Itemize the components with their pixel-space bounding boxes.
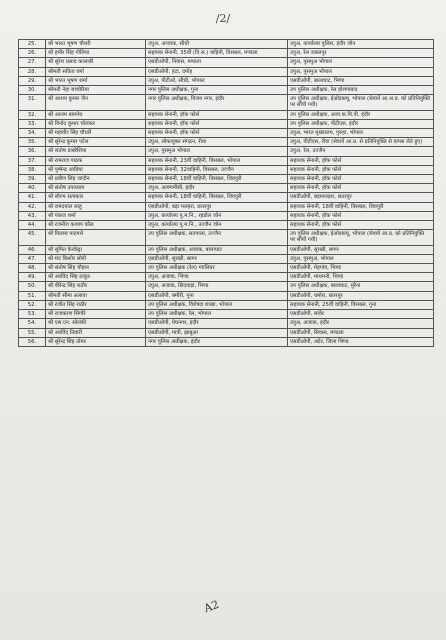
from-post-cell: उपुअ, अजाक, भिण्ड — [146, 273, 288, 282]
serial-cell: 49. — [19, 273, 46, 282]
name-cell: श्री विलास पाटमारे — [46, 230, 146, 245]
name-cell: श्री आलम बामनेथ — [46, 110, 146, 119]
from-post-cell: नगर पुलिस अधीक्षक, इंदौर — [146, 337, 288, 346]
name-cell: श्री अरविंद तिवारी — [46, 328, 146, 337]
serial-cell: 40. — [19, 184, 46, 193]
serial-cell: 29. — [19, 76, 46, 85]
table-row — [19, 202, 434, 211]
table-row — [19, 193, 434, 202]
table-row — [19, 291, 434, 300]
serial-cell: 48. — [19, 264, 46, 273]
table-row — [19, 165, 434, 174]
from-post-cell: उपुअ, आजाक, सीधी — [146, 40, 288, 49]
to-post-cell: उपुअ, पुसमुअ भोपाल — [288, 58, 434, 67]
from-post-cell: उप पुलिस अधीक्षक, रेल, भोपाल — [146, 310, 288, 319]
to-post-cell: उपुअ, पुसमुअ भोपाल — [288, 67, 434, 76]
to-post-cell: सहायक सेनानी, हॉक फोर्स — [288, 221, 434, 230]
name-cell: श्री सुमित केरकेट्टा — [46, 245, 146, 254]
serial-cell: 43. — [19, 211, 46, 220]
name-cell: श्री एस.एन. सोलंकी — [46, 319, 146, 328]
name-cell: श्री सुरेन्द्र सिंह तोमर — [46, 337, 146, 346]
serial-cell: 46. — [19, 245, 46, 254]
table-row — [19, 129, 434, 138]
table-row — [19, 264, 434, 273]
table-row — [19, 221, 434, 230]
serial-cell: 54. — [19, 319, 46, 328]
to-post-cell: उपुअ, रेल, उज्जैन — [288, 147, 434, 156]
to-post-cell: उपुअ, पुसमुअ, भोपाल — [288, 254, 434, 263]
to-post-cell: उप पुलिस अधीक्षक, बालाघाट, मुरैना — [288, 282, 434, 291]
name-cell: श्री भारत भूषण चौधरी — [46, 40, 146, 49]
name-cell: श्री रामदयाल साहू — [46, 202, 146, 211]
serial-cell: 32. — [19, 110, 46, 119]
name-cell: श्री मंद किशोर सोनी — [46, 254, 146, 263]
from-post-cell: सहायक सेनानी, 18वीं वाहिनी, विसबल, शिवपुरी — [146, 175, 288, 184]
to-post-cell: सहायक सेनानी, 25वीं वाहिनी, विसबल, गुना — [288, 300, 434, 309]
name-cell: श्री आशय कुमार जैन — [46, 95, 146, 110]
to-post-cell: उप पुलिस अधीक्षक, अजा.क.वि.पी. इंदौर — [288, 110, 434, 119]
to-post-cell: उपुअ, रेल जबलपुर — [288, 49, 434, 58]
table-row — [19, 337, 434, 346]
serial-cell: 56. — [19, 337, 46, 346]
to-post-cell: एसडीओपी, बालाघाट, भिण्ड — [288, 76, 434, 85]
serial-cell: 28. — [19, 67, 46, 76]
name-cell: श्री हमीर सिंह गोलिया — [46, 49, 146, 58]
from-post-cell: एसडीओपी, निवास, मण्डला — [146, 58, 288, 67]
from-post-cell: उपुअ, कार्यालय पु.म.नि., उज्जैन जोन — [146, 221, 288, 230]
serial-cell: 34. — [19, 129, 46, 138]
name-cell: श्री सौरभ सत्यकार — [46, 193, 146, 202]
table-row — [19, 95, 434, 110]
from-post-cell: उप पुलिस अधीक्षक (रेल) ग्वालियर — [146, 264, 288, 273]
to-post-cell: एसडीओपी, सुरखी, सागर — [288, 245, 434, 254]
to-post-cell: उप पुलिस अधीक्षक, ईओडब्ल्यू, भोपाल (सेवायें आ.प्र. को प्रतिनियुक्ति पर सौंपी गयी) — [288, 230, 434, 245]
name-cell: श्री पंकज शर्मा — [46, 211, 146, 220]
table-row — [19, 328, 434, 337]
from-post-cell: उप पुलिस अधीक्षक, विशेषज्ञ शाखा, भोपाल — [146, 300, 288, 309]
to-post-cell: एसडीओपी, बड़ामलहरा, छतरपुर — [288, 193, 434, 202]
from-post-cell: सहायक सेनानी, हॉक फोर्स — [146, 129, 288, 138]
from-post-cell: सहायक सेनानी, 23वीं वाहिनी, विसबल, भोपाल — [146, 156, 288, 165]
from-post-cell: उपुअ, लोकायुक्त संगठन, रीवा — [146, 138, 288, 147]
serial-cell: 53. — [19, 310, 46, 319]
table-row — [19, 58, 434, 67]
table-row — [19, 40, 434, 49]
to-post-cell: उप पुलिस अधीक्षक, ईओडब्ल्यू, भोपाल (सेवायें आ.अ.प्र. को प्रतिनियुक्ति पर सौंपी गयी) — [288, 95, 434, 110]
table-row — [19, 67, 434, 76]
name-cell: श्री महावीर सिंह चौधरी — [46, 129, 146, 138]
from-post-cell: सहायक सेनानी, हॉक फोर्स — [146, 119, 288, 128]
to-post-cell: एसडीओपी, माथमनी, भिण्ड — [288, 273, 434, 282]
to-post-cell: एसडीओपी, सांवेर — [288, 310, 434, 319]
name-cell: श्री भारत भूषण शर्मा — [46, 76, 146, 85]
to-post-cell: एसडीओपी, सिवास, मण्डला — [288, 328, 434, 337]
from-post-cell: उपुअ, पुसमुअ भोपाल — [146, 147, 288, 156]
serial-cell: 38. — [19, 165, 46, 174]
serial-cell: 37. — [19, 156, 46, 165]
name-cell: श्रीमती सीमा अलावा — [46, 291, 146, 300]
table-row — [19, 245, 434, 254]
table-row — [19, 138, 434, 147]
name-cell: श्री पुष्पेन्द्र आडिया — [46, 165, 146, 174]
serial-cell: 31. — [19, 95, 46, 110]
table-row — [19, 110, 434, 119]
table-row — [19, 230, 434, 245]
to-post-cell: उपुअ, अजाक, इंदौर — [288, 319, 434, 328]
to-post-cell: सहायक सेनानी, हॉक फोर्स — [288, 175, 434, 184]
page-number: /2/ — [215, 12, 231, 25]
from-post-cell: एसडीओपी, बड़ा मलहरा, छतरपुर — [146, 202, 288, 211]
from-post-cell: सहायक सेनानी, 32वाहिनी, विसबल, उज्जैन — [146, 165, 288, 174]
table-row — [19, 282, 434, 291]
table-row — [19, 300, 434, 309]
from-post-cell: सहायक सेनानी, हॉक फोर्स — [146, 110, 288, 119]
name-cell: श्री वीरेन्द्र सिंह राठौर — [46, 282, 146, 291]
from-post-cell: उपुअ, अजाक, छिंदवाड़ा, भिण्ड — [146, 282, 288, 291]
from-post-cell: एसडीओपी, हटा, दमोह — [146, 67, 288, 76]
serial-cell: 42. — [19, 202, 46, 211]
serial-cell: 36. — [19, 147, 46, 156]
name-cell: श्रीमती नेहा बच्चोरिया — [46, 86, 146, 95]
serial-cell: 55. — [19, 328, 46, 337]
table-row — [19, 254, 434, 263]
from-post-cell: सहायक सेनानी, 18वीं वाहिनी, विसबल, शिवपुरी — [146, 193, 288, 202]
serial-cell: 50. — [19, 282, 46, 291]
table-row — [19, 175, 434, 184]
serial-cell: 33. — [19, 119, 46, 128]
to-post-cell: उपुअ, पीटीएस, रीवा (सेवायें आ.प्र. से प्रतिनियुक्ति से वापस लेते हुए) — [288, 138, 434, 147]
name-cell: श्री अरविंद सिंह ठाकुर — [46, 273, 146, 282]
to-post-cell: सहायक सेनानी, हॉक फोर्स — [288, 184, 434, 193]
table-row — [19, 184, 434, 193]
table-row — [19, 156, 434, 165]
serial-cell: 39. — [19, 175, 46, 184]
serial-cell: 45. — [19, 230, 46, 245]
to-post-cell: एसडीओपी, मेहगांव, भिण्ड — [288, 264, 434, 273]
serial-cell: 30. — [19, 86, 46, 95]
from-post-cell: उप पुलिस अधीक्षक, सतपाला, उज्जैन — [146, 230, 288, 245]
serial-cell: 27. — [19, 58, 46, 67]
to-post-cell: उपुअ, भारत मुख्यालय, गुरुहा, भोपाल — [288, 129, 434, 138]
to-post-cell: उपुअ, कार्यालय पुलिस, इंदौर जोन — [288, 40, 434, 49]
name-cell: श्री रंजीत सिंह राठौर — [46, 300, 146, 309]
name-cell: श्री रजनीश कश्यप कौल — [46, 221, 146, 230]
to-post-cell: सहायक सेनानी, हॉक फोर्स — [288, 165, 434, 174]
table-row — [19, 119, 434, 128]
from-post-cell: एसडीओपी, मात्री, झाबुआ — [146, 328, 288, 337]
to-post-cell: सहायक सेनानी, हॉक फोर्स — [288, 156, 434, 165]
table-row — [19, 310, 434, 319]
serial-cell: 44. — [19, 221, 46, 230]
from-post-cell: नगर पुलिस अधीक्षक, गुना — [146, 86, 288, 95]
transfer-table-body — [19, 40, 434, 347]
serial-cell: 26. — [19, 49, 46, 58]
table-row — [19, 49, 434, 58]
to-post-cell: सहायक सेनानी, 18वीं वाहिनी, विसबल, शिवपुरी — [288, 202, 434, 211]
from-post-cell: एसडीओपी, सुरखी, सागर — [146, 254, 288, 263]
to-post-cell: एसडीओपी, अटेर, जिला भिण्ड — [288, 337, 434, 346]
table-row — [19, 211, 434, 220]
table-row — [19, 86, 434, 95]
name-cell: श्री विनोद कुमार चोलंकर — [46, 119, 146, 128]
from-post-cell: सहायक सेनानी, 35वीं (वि.स.) वाहिनी, विसबल, मण्डला — [146, 49, 288, 58]
table-row — [19, 76, 434, 85]
serial-cell: 41. — [19, 193, 46, 202]
serial-cell: 52. — [19, 300, 46, 309]
name-cell: श्री संतोष उपाध्याय — [46, 184, 146, 193]
from-post-cell: उपुअ, आवगमीसी, इंदौर — [146, 184, 288, 193]
from-post-cell: एसडीओपी, बमौरी, गुना — [146, 291, 288, 300]
from-post-cell: नगर पुलिस अधीक्षक, विजय नगर, इंदौर — [146, 95, 288, 110]
from-post-cell: एसडीओपी, मेघनगर, इंदौर — [146, 319, 288, 328]
from-post-cell: उप पुलिस अधीक्षक, अजाक, बालाघाट — [146, 245, 288, 254]
table-row — [19, 319, 434, 328]
from-post-cell: उपुअ, पीटीओ, सीधी, भोपाल — [146, 76, 288, 85]
to-post-cell: उप पुलिस अधीक्षक, रेल होशंगाबाद — [288, 86, 434, 95]
transfer-table — [18, 39, 434, 347]
serial-cell: 47. — [19, 254, 46, 263]
from-post-cell: उपुअ, कार्यालय पु.म.नि., रहडोल जोन — [146, 211, 288, 220]
table-row — [19, 273, 434, 282]
serial-cell: 25. — [19, 40, 46, 49]
name-cell: श्री सुरेश प्रसाद कालाबी — [46, 58, 146, 67]
name-cell: श्री रामराज पाठक — [46, 156, 146, 165]
serial-cell: 51. — [19, 291, 46, 300]
name-cell: श्री राजकरण सिंगोरे — [46, 310, 146, 319]
to-post-cell: सहायक सेनानी, हॉक फोर्स — [288, 211, 434, 220]
to-post-cell: उप पुलिस अधीक्षक, पीटीएस, इंदौर — [288, 119, 434, 128]
name-cell: श्रीमती सविता वर्मा — [46, 67, 146, 76]
name-cell: श्री सुरेन्द्र कुमार पटेल — [46, 138, 146, 147]
name-cell: श्री प्रवीण सिंह जादौन — [46, 175, 146, 184]
name-cell: श्री संतोष सिंह चौहान — [46, 264, 146, 273]
name-cell: श्री संतोष डाबरैशिया — [46, 147, 146, 156]
serial-cell: 35. — [19, 138, 46, 147]
to-post-cell: एसडीओपी, धमोरा, छतरपुर — [288, 291, 434, 300]
table-row — [19, 147, 434, 156]
handwritten-mark: A2 — [202, 597, 221, 616]
